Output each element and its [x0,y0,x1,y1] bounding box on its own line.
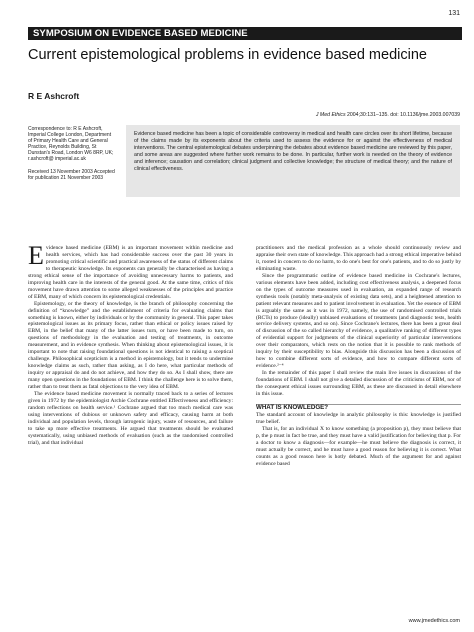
sidebar [28,126,116,187]
paragraph: Since the programmatic outline of evidence based medicine in Cochrane's lectures, various elements have been added, including cost effectiveness analysis, a deepened focus on the types of outcome measures used in evaluation, an expanded range of research synthesis tools (notably meta-analysis of existing data sets), and a heightened attention to patient relevant measures and to patient involvement in evaluation. Yet the essence of EBM is arguably the same as it was in 1972, namely, the use of randomised controlled trials (RCTs) to produce (ideally) unbiased evaluations of treatments (and diagnostic tests, health service delivery systems, and so on). Since Cochrane's lectures, there has been a great deal of discussion of the so called hierarchy of evidence, a qualitative ranking of different types of evidential support for judgments of the clinical superiority of particular interventions over their comparators, which rests on the notion that it is possible to rank methods of inquiry by their susceptibility to bias. Alongside this discussion has been a discussion of how to combine different sorts of evidence, and how to compare different sorts of evidence.²⁻⁴ [256,272,461,370]
paragraph: The standard account of knowledge in analytic philosophy is this: knowledge is justified true belief. [256,411,461,425]
paragraph: Epistemology, or the theory of knowledge, is the branch of philosophy concerning the definition of “knowledge” and the establishment of criteria for evaluating claims that something is known, either by individuals or by the community in general. This paper takes epistemological issues as its primary focus, rather than ethical or policy issues raised by EBM, in the belief that many of the latter issues turn, or have been made to turn, on questions of methodology in the evaluation and testing of treatments, in outcome measurement, and in evidence synthesis. When thinking about epistemological issues, it is important to note that raising foundational questions is not identical to raising a sceptical challenge. Philosophical scepticism is a method in epistemology, but it tends to undermine knowledge claims as such, rather than asking, as I do here, what particular methods of inquiry or appraisal do and do not achieve, and how they do so. As I shall show, there are many open questions in the foundations of EBM. I think the challenge here is to solve them, rather than to treat them as fatal objections to the very idea of EBM. [28,300,233,391]
received-block: Received 13 November 2003 Accepted for publication 21 November 2003 [28,168,115,181]
author-name: R E Ashcroft [28,91,80,101]
article-title: Current epistemological problems in evidence based medicine [28,47,427,63]
paragraph: practitioners and the medical profession as a whole should continuously review and appraise their own state of knowledge. This approach had a strong ethical imperative behind it, rooted in concern to do no harm, to do one's best for one's patients, and to do so justly by eliminating waste. [256,245,461,272]
page-number: 131 [448,10,460,17]
section-banner: SYMPOSIUM ON EVIDENCE BASED MEDICINE [28,27,462,40]
correspondence-block: Correspondence to: R E Ashcroft, Imperial College London, Department of Primary Health Care and General Practice, Reynolds Building, St Dunstan's Road, London W6 8RP, UK; r.ashcroft@ imperial.ac.uk [28,126,114,163]
footer-url: www.jmedethics.com [408,618,460,624]
paragraph: Evidence based medicine (EBM) is an important movement within medicine and health services, which has had considerable success over the past 30 years in promoting critical scientific and practical awareness of the status of different claims to therapeutic knowledge. Its exponents can generally be characterised as having a strong ethical sense of the importance of avoiding unnecessary harms to patients, and improving health care in the interests of the general good. At the same time, critics of this movement have drawn attention to some alleged weaknesses of the principles and practice of EBM, many of which concern its epistemological credentials. [28,241,233,300]
paragraph: That is, for an individual X to know something (a proposition p), they must believe that p, the p must in fact be true, and they must have a valid justification for believing that p. For a doctor to know a diagnosis—for example—he must believe the diagnosis is correct, it must actually be correct, and he must have a good reason for believing it is correct. What counts as a good reason here is hotly debated. Much of the argument for and against evidence based [256,425,461,467]
paragraph: In the remainder of this paper I shall review the main live issues in discussions of the foundations of EBM. I shall not give a detailed discussion of the criticisms of EBM, nor of the consequent ethical issues surrounding EBM, as these are discussed in detail elsewhere in this issue. [256,370,461,398]
drop-cap: E [28,241,44,270]
section-heading: WHAT IS KNOWLEDGE? [256,403,329,411]
citation-line [316,112,460,118]
body-column-right [256,245,461,468]
body-column-left [28,241,233,447]
journal-name: J Med Ethics [315,112,346,118]
abstract-box: Evidence based medicine has been a topic of considerable controversy in medical and health care circles over its short lifetime, because of the claims made by its exponents about the criteria used to assess the evidence for or against the effectiveness of medical interventions. The central epistemological debates underpinning the debates about evidence based medicine are reviewed by this paper, and some areas are suggested where further work remains to be done. In particular, further work is needed on the theory of evidence and inference; causation and correlation; clinical judgment and collective knowledge; the structure of medical theory; and the nature of clinical effectiveness. [126,125,460,197]
citation-details: 2004;30:131–135. doi: 10.1136/jme.2003.007039 [345,112,460,118]
paragraph: The evidence based medicine movement is normally traced back to a series of lectures given in 1972 by the epidemiologist Archie Cochrane entitled Effectiveness and efficiency: random reflections on health service.¹ Cochrane argued that too much medical care was using interventions of dubious or unknown safety and efficacy, causing harm at both individual and population levels, through iatrogenic injury, waste of resources, and failure to take up more effective treatments. He argued that treatments should be evaluated systematically, using unbiased methods of evaluation (such as the randomised controlled trial), and that individual [28,391,233,446]
